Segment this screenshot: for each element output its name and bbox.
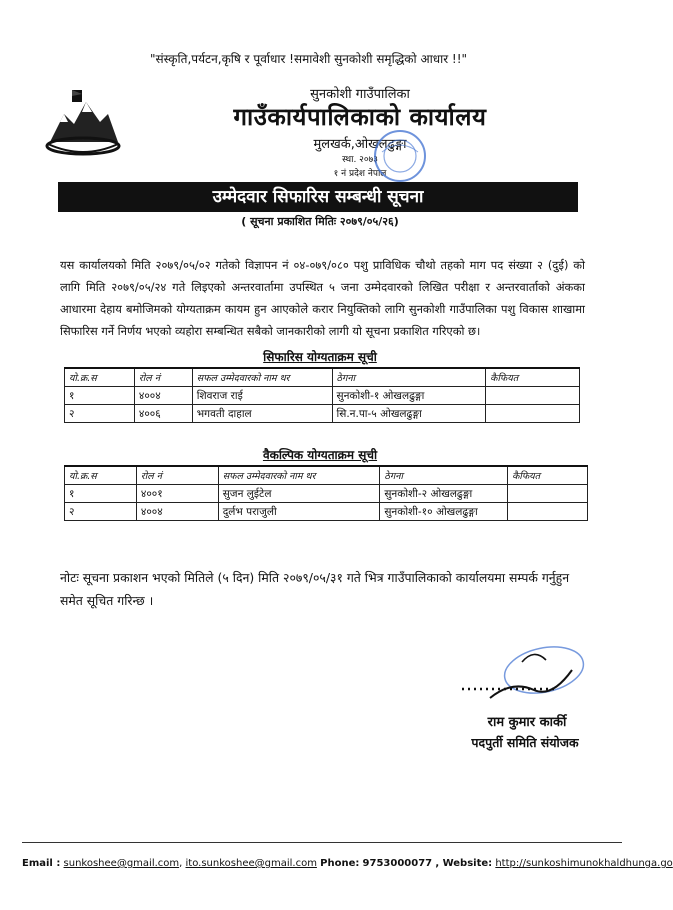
official-round-stamp-icon bbox=[370, 128, 430, 184]
col-roll: रोल नं bbox=[134, 368, 192, 387]
signature-stamp-icon bbox=[482, 640, 592, 718]
website-link[interactable]: http://sunkoshimunokhaldhunga.go bbox=[495, 858, 673, 869]
established-year: स्था. २०७३ bbox=[342, 155, 378, 165]
cell-name: दुर्लभ पराजुली bbox=[218, 503, 380, 521]
publication-date: ( सूचना प्रकाशित मितिः २०७९/०५/२६) bbox=[241, 215, 399, 228]
email-link-1[interactable]: sunkoshee@gmail.com bbox=[63, 858, 180, 869]
municipality-name: सुनकोशी गाउँपालिका bbox=[310, 87, 410, 102]
table-header-row bbox=[65, 466, 588, 485]
recommended-list-title: सिफारिस योग्यताक्रम सूची bbox=[263, 350, 377, 364]
phone-label: Phone: bbox=[320, 858, 360, 869]
email-link-2[interactable]: ito.sunkoshee@gmail.com bbox=[185, 858, 317, 869]
table-header-row bbox=[65, 368, 580, 387]
footer-divider bbox=[22, 842, 622, 843]
office-name: गाउँकार्यपालिकाको कार्यालय bbox=[233, 103, 487, 131]
col-address: ठेगना bbox=[380, 466, 508, 485]
cell-remarks bbox=[508, 503, 588, 521]
cell-name: शिवराज राई bbox=[192, 387, 332, 405]
col-name: सफल उम्मेदवारको नाम थर bbox=[192, 368, 332, 387]
col-address: ठेगना bbox=[332, 368, 486, 387]
cell-name: भगवती दाहाल bbox=[192, 405, 332, 423]
cell-serial: १ bbox=[65, 387, 135, 405]
cell-name: सुजन लुईटेल bbox=[218, 485, 380, 503]
col-remarks: कैफियत bbox=[486, 368, 580, 387]
cell-address: सुनकोशी-२ ओखलढुङ्गा bbox=[380, 485, 508, 503]
col-remarks: कैफियत bbox=[508, 466, 588, 485]
signatory-name: राम कुमार कार्की bbox=[487, 715, 567, 730]
table-row bbox=[65, 485, 588, 503]
table-row bbox=[65, 405, 580, 423]
website-label: , Website: bbox=[435, 858, 493, 869]
email-label: Email : bbox=[22, 858, 61, 869]
table-row bbox=[65, 503, 588, 521]
col-serial: यो.क्र.स bbox=[65, 466, 137, 485]
cell-address: सुनकोशी-१० ओखलढुङ्गा bbox=[380, 503, 508, 521]
cell-roll: ४००१ bbox=[136, 485, 218, 503]
office-address: मुलखर्क,ओखलढुङ्गा bbox=[313, 137, 407, 152]
cell-address: सुनकोशी-१ ओखलढुङ्गा bbox=[332, 387, 486, 405]
notice-body: यस कार्यालयको मिति २०७९/०५/०२ गतेको विज्ञापन नं ०४-०७९/०८० पशु प्राविधिक चौथो तहको माग पद संख्या २ (दुई) को लागि मिति २०७९/०५/२४ गते लिइएको अन्तरवार्तामा उपस्थित ५ जना उम्मेदवारको लिखित परीक्षा र अन्तरवार्ताको अंकका आधारमा देहाय बमोजिमको योग्यताक्रम कायम हुन आएकोले करार नियुक्तिको लागि सुनकोशी गाउँपालिका पशु विकास शाखामा सिफारिस गर्ने निर्णय भएको व्यहोरा सम्बन्धित सबैको जानकारीको लागी यो सूचना प्रकाशित गरिएको छ। bbox=[60, 258, 585, 338]
col-serial: यो.क्र.स bbox=[65, 368, 135, 387]
cell-serial: १ bbox=[65, 485, 137, 503]
signature-dots-icon bbox=[460, 682, 560, 696]
cell-roll: ४००४ bbox=[134, 387, 192, 405]
cell-remarks bbox=[486, 405, 580, 423]
email-separator: , bbox=[179, 858, 183, 869]
signatory-role: पदपुर्ती समिति संयोजक bbox=[471, 735, 579, 750]
motto: "संस्कृति,पर्यटन,कृषि र पूर्वाधार !समावेशी सुनकोशी समृद्धिको आधार !!" bbox=[150, 52, 468, 66]
recommended-list-table bbox=[64, 367, 580, 423]
cell-remarks bbox=[486, 387, 580, 405]
col-roll: रोल नं bbox=[136, 466, 218, 485]
alternate-list-title: वैकल्पिक योग्यताक्रम सूची bbox=[262, 448, 378, 462]
note-text: नोटः सूचना प्रकाशन भएको मितिले (५ दिन) मिति २०७९/०५/३१ गते भित्र गाउँपालिकाको कार्यालयमा सम्पर्क गर्नुहुन समेत सूचित गरिन्छ । bbox=[60, 570, 570, 608]
cell-serial: २ bbox=[65, 405, 135, 423]
cell-remarks bbox=[508, 485, 588, 503]
phone-number: 9753000077 bbox=[362, 858, 433, 869]
cell-serial: २ bbox=[65, 503, 137, 521]
cell-roll: ४००४ bbox=[136, 503, 218, 521]
province: १ नं प्रदेश नेपाल bbox=[333, 169, 387, 179]
cell-roll: ४००६ bbox=[134, 405, 192, 423]
alternate-list-table bbox=[64, 465, 588, 521]
cell-address: सि.न.पा-५ ओखलढुङ्गा bbox=[332, 405, 486, 423]
col-name: सफल उम्मेदवारको नाम थर bbox=[218, 466, 380, 485]
table-row bbox=[65, 387, 580, 405]
notice-title: उम्मेदवार सिफारिस सम्बन्धी सूचना bbox=[58, 182, 578, 212]
footer-contact bbox=[22, 858, 673, 869]
